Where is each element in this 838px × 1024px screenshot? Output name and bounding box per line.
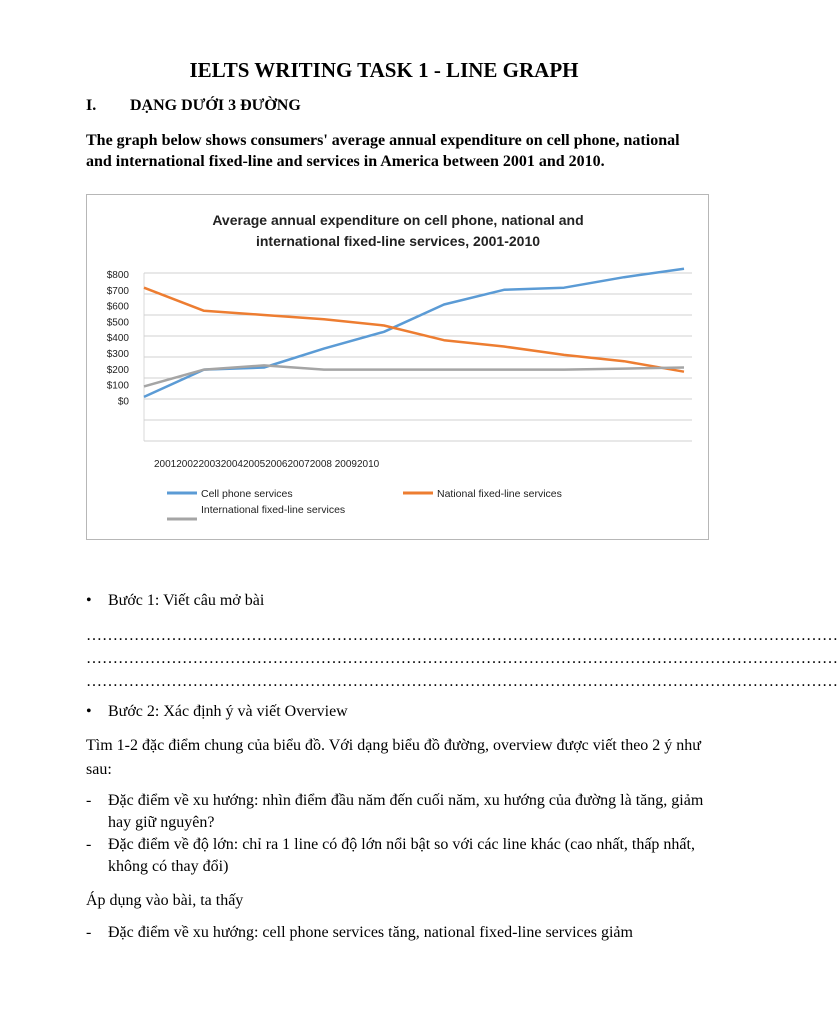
y-tick-label: $300 xyxy=(106,349,129,360)
step2-label: Bước 2: Xác định ý và viết Overview xyxy=(108,703,348,720)
line-chart xyxy=(86,194,709,540)
chart-title-line2: international fixed-line services, 2001-2010 xyxy=(255,233,541,249)
trend-point xyxy=(86,790,726,834)
dash-icon: - xyxy=(86,836,92,853)
series-line xyxy=(144,288,684,372)
chart-title-line1: Average annual expenditure on cell phone, national and xyxy=(212,212,584,228)
y-axis-ticks xyxy=(107,270,130,407)
answer-line-3: …………………………………………………………………………………………………………………………… xyxy=(86,673,838,690)
answer-line-2: …………………………………………………………………………………………………………………………… xyxy=(86,650,838,667)
legend-label: International fixed-line services xyxy=(201,504,346,516)
dash-icon: - xyxy=(86,924,92,941)
magnitude-point-text: Đặc điểm về độ lớn: chỉ ra 1 line có độ lớn nổi bật so với các line khác (cao nhất, thấp nhất, không có thay đổi) xyxy=(108,836,695,875)
y-tick-label: $100 xyxy=(106,380,129,392)
y-tick-label: $800 xyxy=(106,270,129,281)
y-tick-label: $0 xyxy=(117,396,129,408)
step2-item xyxy=(86,703,348,721)
page-title: IELTS WRITING TASK 1 - LINE GRAPH xyxy=(189,58,579,82)
y-tick-label: $700 xyxy=(106,285,129,297)
chart-legend xyxy=(167,488,562,519)
series-line xyxy=(144,365,684,386)
x-axis-tick-labels: 20012002200320042005200620072008 20092010 xyxy=(154,459,380,470)
y-tick-label: $400 xyxy=(106,333,129,345)
dash-icon: - xyxy=(86,792,92,809)
y-tick-label: $600 xyxy=(106,301,129,313)
chart-grid xyxy=(144,273,692,441)
magnitude-point xyxy=(86,834,726,878)
application-paragraph: Áp dụng vào bài, ta thấy xyxy=(86,892,244,909)
section-heading xyxy=(86,97,301,115)
trend-point-text: Đặc điểm về xu hướng: nhìn điểm đầu năm đến cuối năm, xu hướng của đường là tăng, giảm hay giữ nguyên? xyxy=(108,792,704,831)
applied-trend-text: Đặc điểm về xu hướng: cell phone services tăng, national fixed-line services giảm xyxy=(108,924,633,941)
section-title: DẠNG DƯỚI 3 ĐƯỜNG xyxy=(130,97,301,114)
applied-trend-point xyxy=(86,922,726,944)
bullet-icon: • xyxy=(86,592,92,609)
legend-label: National fixed-line services xyxy=(437,488,562,500)
overview-paragraph: Tìm 1-2 đặc điểm chung của biểu đồ. Với dạng biểu đồ đường, overview được viết theo 2 ý như sau: xyxy=(86,737,701,778)
chart-svg xyxy=(87,195,710,541)
y-tick-label: $500 xyxy=(106,317,129,329)
bullet-icon: • xyxy=(86,703,92,720)
step1-label: Bước 1: Viết câu mở bài xyxy=(108,592,265,609)
y-tick-label: $200 xyxy=(106,364,129,376)
answer-line-1: …………………………………………………………………………………………………………………………… xyxy=(86,627,838,644)
section-number: I. xyxy=(86,97,97,114)
task-description: The graph below shows consumers' average annual expenditure on cell phone, national and international fixed-line and services in America between 2001 and 2010. xyxy=(86,132,680,170)
step1-item xyxy=(86,592,264,610)
legend-label: Cell phone services xyxy=(201,488,293,500)
